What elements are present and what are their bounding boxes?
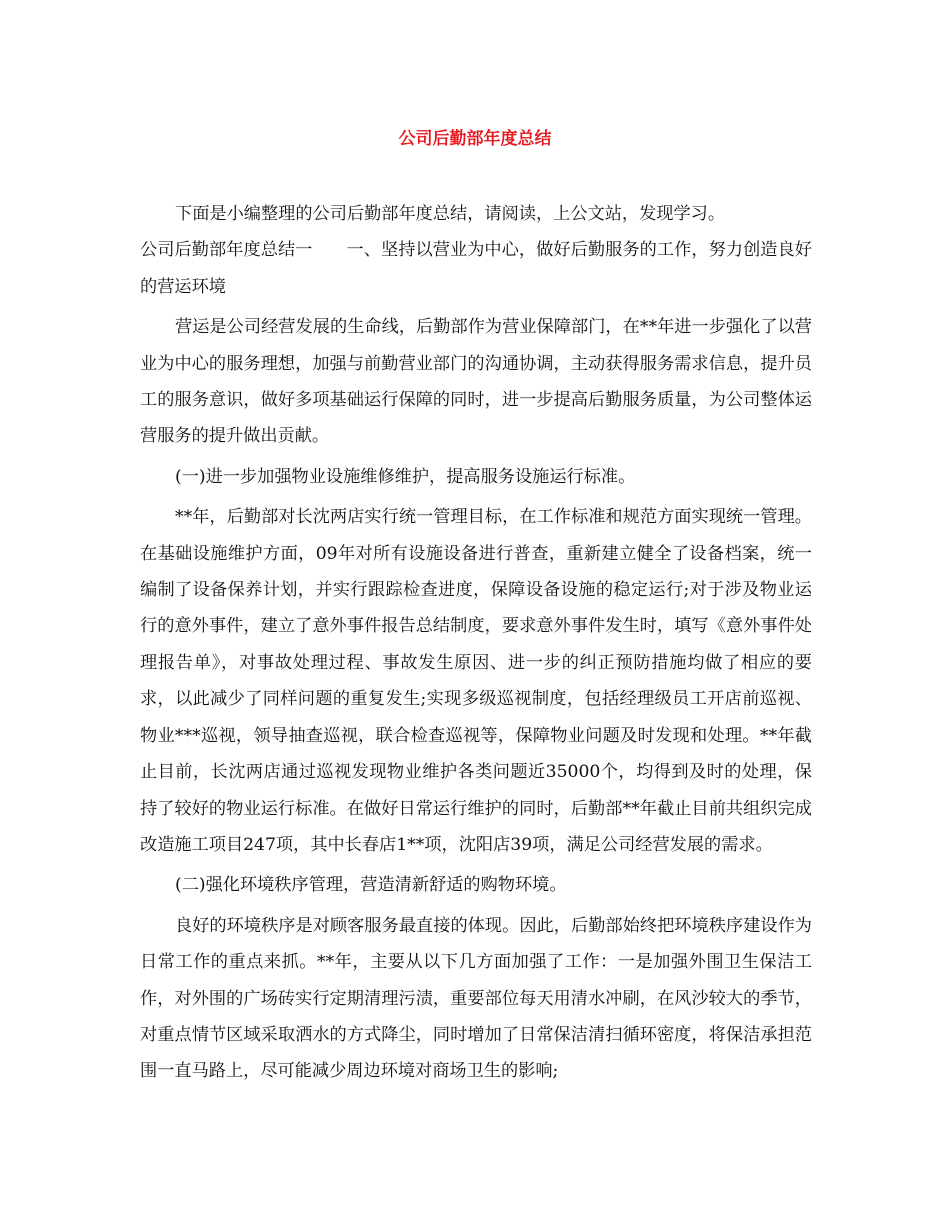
intro-paragraph: 下面是小编整理的公司后勤部年度总结，请阅读，上公文站，发现学习。	[175, 204, 726, 224]
section-label: 公司后勤部年度总结一	[140, 240, 313, 261]
body-paragraph-environment: 良好的环境秩序是对顾客服务最直接的体现。因此，后勤部始终把环境秩序建设作为日常工作的重点来抓。**年，主要从以下几方面加强了工作：一是加强外围卫生保洁工作，对外围的广场砖实行定期清理污渍，重要部位每天用清水冲刷，在风沙较大的季节，对重点情节区域采取洒水的方式降尘，同时增加了日常保洁清扫循环密度，将保洁承担范围一直马路上，尽可能减少周边环境对商场卫生的影响;	[140, 915, 812, 1082]
subheading-environment: (二)强化环境秩序管理，营造清新舒适的购物环境。	[175, 875, 567, 896]
subheading-facilities: (一)进一步加强物业设施维修维护，提高服务设施运行标准。	[175, 466, 636, 487]
section-heading: 一、坚持以营业为中心，做好后勤服务的工作，努力创造良好的营运环境	[140, 240, 812, 297]
body-paragraph-facilities: **年，后勤部对长沈两店实行统一管理目标，在工作标准和规范方面实现统一管理。在基础设施维护方面，09年对所有设施设备进行普查，重新建立健全了设备档案，统一编制了设备保养计划，并实行跟踪检查进度，保障设备设施的稳定运行;对于涉及物业运行的意外事件，建立了意外事件报告总结制度，要求意外事件发生时，填写《意外事件处理报告单》，对事故处理过程、事故发生原因、进一步的纠正预防措施均做了相应的要求，以此减少了同样问题的重复发生;实现多级巡视制度，包括经理级员工开店前巡视、物业***巡视，领导抽查巡视，联合检查巡视等，保障物业问题及时发现和处理。**年截止目前，长沈两店通过巡视发现物业维护各类问题近35000个，均得到及时的处理，保持了较好的物业运行标准。在做好日常运行维护的同时，后勤部**年截止目前共组织完成改造施工项目247项，其中长春店1**项，沈阳店39项，满足公司经营发展的需求。	[140, 507, 812, 855]
document-body	[140, 196, 812, 1090]
document-title: 公司后勤部年度总结	[398, 129, 552, 149]
section-line	[140, 232, 812, 305]
body-paragraph-operations: 营运是公司经营发展的生命线，后勤部作为营业保障部门，在**年进一步强化了以营业为中心的服务理想，加强与前勤营业部门的沟通协调，主动获得服务需求信息，提升员工的服务意识，做好多项基础运行保障的同时，进一步提高后勤服务质量，为公司整体运营服务的提升做出贡献。	[140, 317, 812, 447]
